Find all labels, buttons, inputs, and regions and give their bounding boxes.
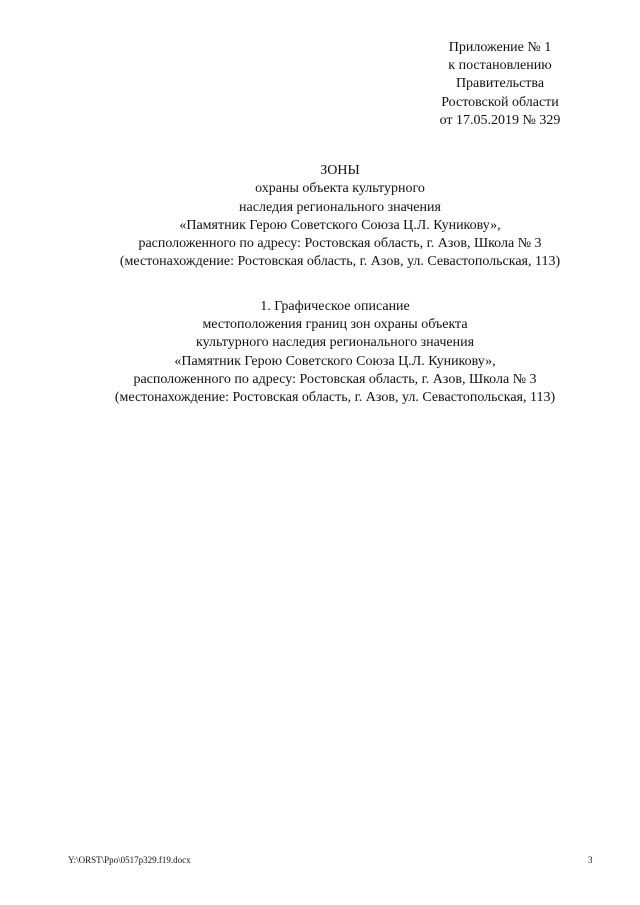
footer-file-path: Y:\ORST\Ppo\0517p329.f19.docx <box>68 855 191 865</box>
section-1-line: «Памятник Герою Советского Союза Ц.Л. Куникову», <box>174 353 496 369</box>
section-1-title: 1. Графическое описание <box>260 299 410 314</box>
appendix-line-region: Ростовской области <box>441 94 559 110</box>
zones-line: расположенного по адресу: Ростовская область, г. Азов, Школа № 3 <box>138 236 542 252</box>
section-1-line: (местонахождение: Ростовская область, г. Азов, ул. Севастопольская, 113) <box>114 390 556 406</box>
appendix-header <box>420 39 580 130</box>
zones-line: «Памятник Герою Советского Союза Ц.Л. Куникову», <box>179 217 501 233</box>
zones-line: наследия регионального значения <box>239 199 441 215</box>
zones-line: (местонахождение: Ростовская область, г. Азов, ул. Севастопольская, 113) <box>119 254 561 270</box>
appendix-line-number: Приложение № 1 <box>448 40 552 55</box>
appendix-line-government: Правительства <box>455 76 545 92</box>
zones-heading <box>60 162 620 272</box>
appendix-line-to-decree: к постановлению <box>448 58 552 74</box>
appendix-line-date: от 17.05.2019 № 329 <box>439 112 561 128</box>
page-number: 3 <box>588 855 593 865</box>
zones-title: ЗОНЫ <box>320 163 360 178</box>
section-1-line: культурного наследия регионального значения <box>195 335 475 351</box>
section-1-line: расположенного по адресу: Ростовская область, г. Азов, Школа № 3 <box>133 371 537 387</box>
section-1-heading <box>50 298 620 407</box>
section-1-line: местоположения границ зон охраны объекта <box>202 317 468 333</box>
zones-line: охраны объекта культурного <box>255 181 425 197</box>
